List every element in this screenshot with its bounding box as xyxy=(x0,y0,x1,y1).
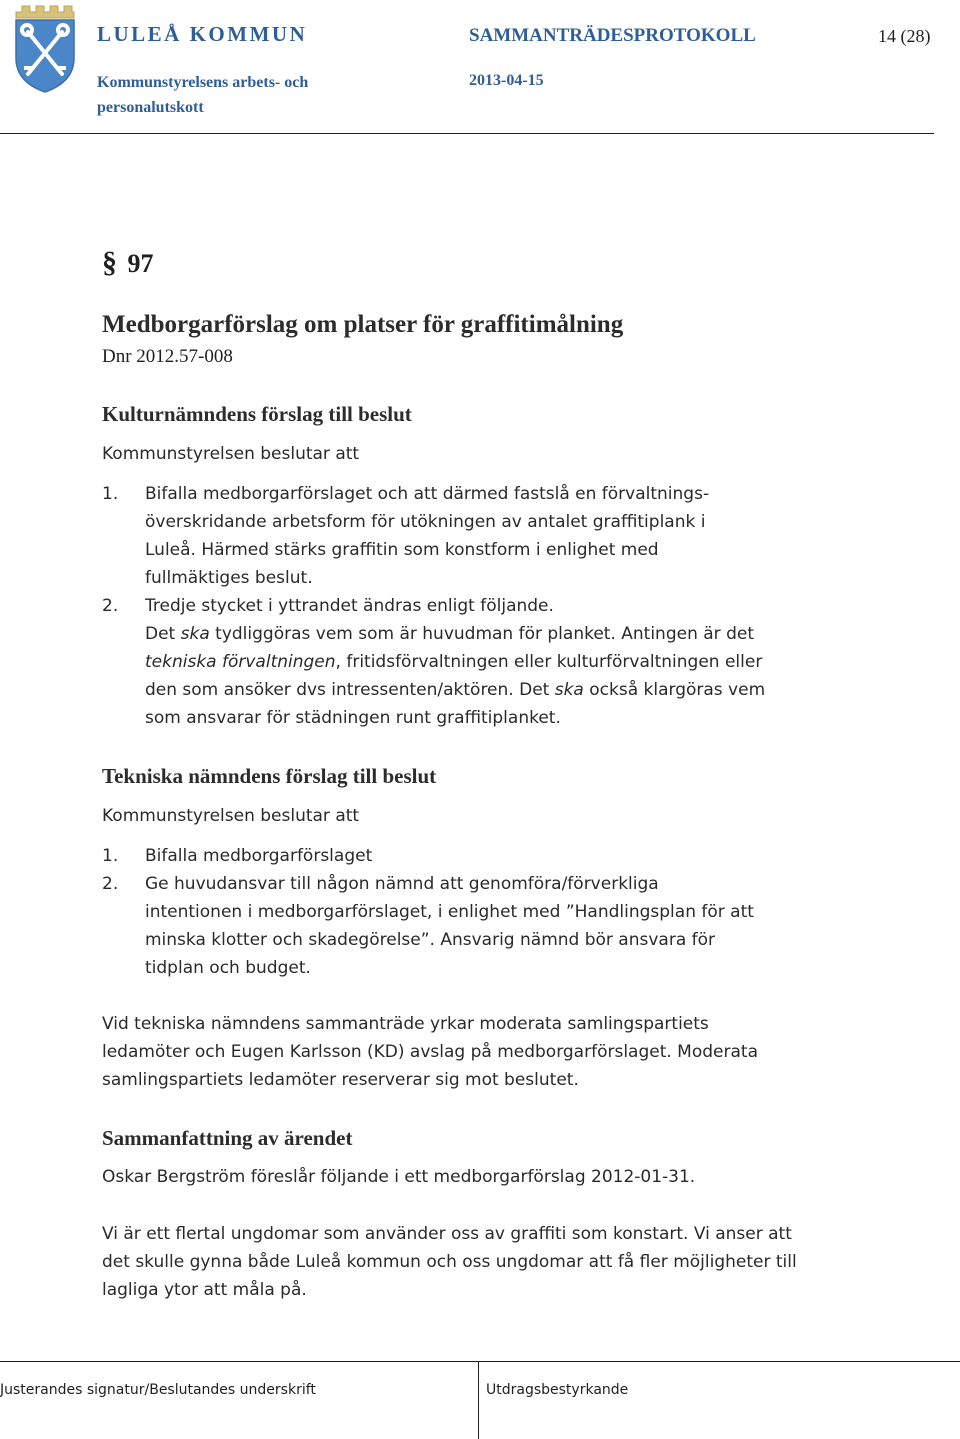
emphasis-span: ska xyxy=(554,680,584,700)
summary-paragraph2-line2: det skulle gynna både Luleå kommun och oss ungdomar att få fler möjligheter till xyxy=(102,1252,797,1272)
teknik-item2-line2: intentionen i medborgarförslaget, i enlighet med ”Handlingsplan för att xyxy=(145,902,754,922)
summary-paragraph2-line1: Vi är ett flertal ungdomar som använder oss av graffiti som konstart. Vi anser att xyxy=(102,1224,792,1244)
kultur-intro: Kommunstyrelsen beslutar att xyxy=(102,444,360,464)
coat-of-arms-icon xyxy=(12,2,78,94)
kultur-item2-line1: Tredje stycket i yttrandet ändras enligt följande. xyxy=(145,596,554,616)
kultur-item1-line1: Bifalla medborgarförslaget och att därmed fastslå en förvaltnings- xyxy=(145,484,710,504)
text-span: tydliggöras vem som är huvudman för planket. Antingen är det xyxy=(209,624,754,644)
emphasis-span: ska xyxy=(180,624,210,644)
kultur-item2-line5: som ansvarar för städningen runt graffitiplanket. xyxy=(145,708,561,728)
text-span: Det xyxy=(145,624,181,644)
teknik-item2-number: 2. xyxy=(102,874,119,894)
paragraph-number xyxy=(102,246,154,280)
kultur-heading: Kulturnämndens förslag till beslut xyxy=(102,402,412,426)
summary-paragraph2-line3: lagliga ytor att måla på. xyxy=(102,1280,307,1300)
document-type: SAMMANTRÄDESPROTOKOLL xyxy=(469,25,756,46)
text-span: också klargöras vem xyxy=(583,680,766,700)
teknik-item2-line3: minska klotter och skadegörelse”. Ansvarig nämnd bör ansvara för xyxy=(145,930,716,950)
kultur-item2-line2 xyxy=(145,624,754,644)
case-dnr: Dnr 2012.57-008 xyxy=(102,346,233,367)
footer-divider xyxy=(0,1361,960,1362)
kultur-item2-number: 2. xyxy=(102,596,119,616)
meeting-note-line1: Vid tekniska nämndens sammanträde yrkar moderata samlingspartiets xyxy=(102,1014,709,1034)
meeting-date: 2013-04-15 xyxy=(469,72,544,89)
paragraph-number-value: 97 xyxy=(127,249,154,278)
teknik-item1-line1: Bifalla medborgarförslaget xyxy=(145,846,373,866)
committee-name xyxy=(97,70,367,120)
section-sign: § xyxy=(102,246,117,279)
page-number: 14 (28) xyxy=(878,26,931,46)
kultur-item1-number: 1. xyxy=(102,484,119,504)
organization-name: LULEÅ KOMMUN xyxy=(97,22,308,46)
kultur-item1-line2: överskridande arbetsform för utökningen av antalet graffitiplank i xyxy=(145,512,706,532)
signature-field-label: Justerandes signatur/Beslutandes underskrift xyxy=(0,1382,316,1398)
emphasis-span: tekniska förvaltningen xyxy=(145,652,336,672)
committee-line-1: Kommunstyrelsens arbets- och xyxy=(97,74,309,91)
footer-column-divider xyxy=(478,1362,479,1439)
kultur-item2-line4 xyxy=(145,680,765,700)
teknik-item2-line4: tidplan och budget. xyxy=(145,958,311,978)
text-span: den som ansöker dvs intressenten/aktören. Det xyxy=(145,680,555,700)
certification-field-label: Utdragsbestyrkande xyxy=(486,1382,629,1398)
teknik-item2-line1: Ge huvudansvar till någon nämnd att genomföra/förverkliga xyxy=(145,874,659,894)
committee-line-2: personalutskott xyxy=(97,99,204,116)
summary-paragraph1: Oskar Bergström föreslår följande i ett medborgarförslag 2012-01-31. xyxy=(102,1167,696,1187)
meeting-note-line3: samlingspartiets ledamöter reserverar sig mot beslutet. xyxy=(102,1070,579,1090)
kultur-item1-line4: fullmäktiges beslut. xyxy=(145,568,313,588)
summary-heading: Sammanfattning av ärendet xyxy=(102,1126,353,1150)
meeting-note-line2: ledamöter och Eugen Karlsson (KD) avslag på medborgarförslaget. Moderata xyxy=(102,1042,758,1062)
header-divider xyxy=(0,133,934,134)
case-title: Medborgarförslag om platser för graffitimålning xyxy=(102,311,624,338)
text-span: , fritidsförvaltningen eller kulturförvaltningen eller xyxy=(335,652,763,672)
teknik-heading: Tekniska nämndens förslag till beslut xyxy=(102,764,437,788)
teknik-intro: Kommunstyrelsen beslutar att xyxy=(102,806,360,826)
kultur-item1-line3: Luleå. Härmed stärks graffitin som konstform i enlighet med xyxy=(145,540,659,560)
teknik-item1-number: 1. xyxy=(102,846,119,866)
kultur-item2-line3 xyxy=(145,652,762,672)
